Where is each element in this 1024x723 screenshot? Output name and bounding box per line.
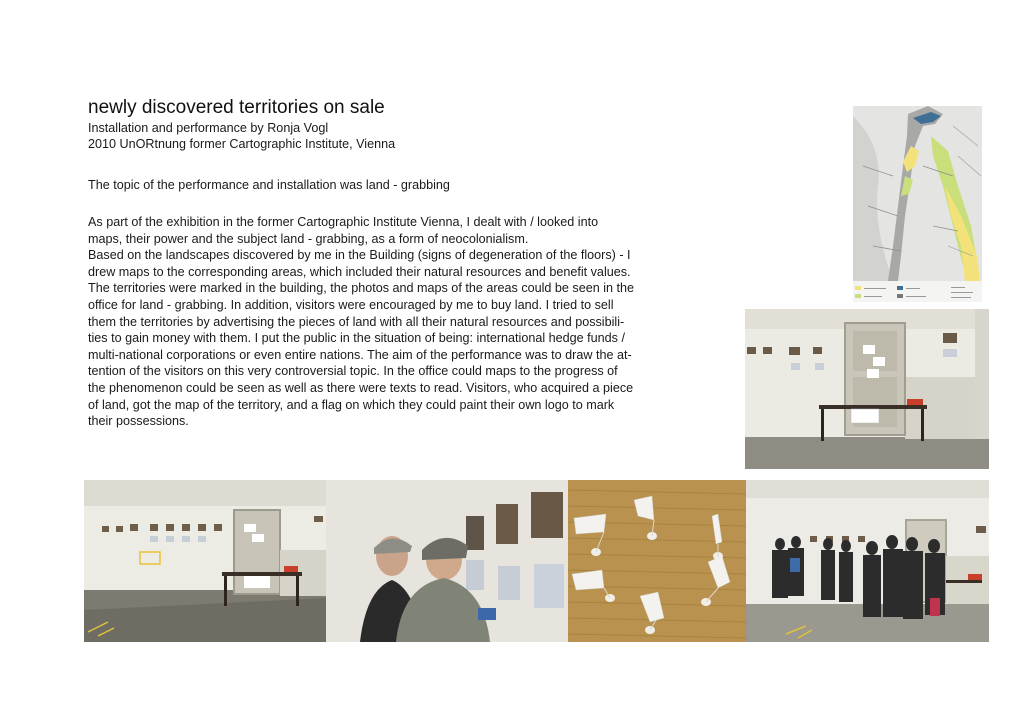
legend-text-line: [864, 288, 886, 289]
legend-text-line: [906, 296, 926, 297]
flags-drawing: [568, 480, 746, 642]
subtitle-author: Installation and performance by Ronja Vogl: [88, 121, 329, 135]
description-line: tention of the visitors on this very controversial topic. In the office could maps to the progress of: [88, 364, 618, 379]
description-line: of land, got the map of the territory, and a flag on which they could paint their own logo to mark: [88, 397, 615, 412]
office-room-photo: [745, 309, 989, 469]
legend-swatch-blue: [897, 286, 903, 290]
description-line: them the territories by advertising the pieces of land with all their natural resources and possibili-: [88, 314, 625, 329]
subtitle-venue: 2010 UnORtnung former Cartographic Institute, Vienna: [88, 137, 396, 151]
description-line: office for land - grabbing. In addition, visitors were encouraged by me to buy land. I tried to sell: [88, 297, 614, 312]
description-line: ties to gain money with them. I put the public in the situation of being: international hedge funds /: [88, 331, 625, 346]
description-line: maps, their power and the subject land - grabbing, as a form of neocolonialism.: [88, 231, 529, 246]
legend-swatch-yellow: [855, 286, 861, 290]
exhibition-hall-photo: [84, 480, 326, 642]
description-line: Based on the landscapes discovered by me in the Building (signs of degeneration of the floors) - I: [88, 248, 631, 263]
topic-statement: The topic of the performance and installation was land - grabbing: [88, 178, 450, 192]
map-drawing: [853, 106, 982, 281]
legend-swatch-green: [855, 294, 861, 298]
legend-text-line: [864, 296, 882, 297]
description-line: drew maps to the corresponding areas, which included their natural resources and benefit values.: [88, 264, 631, 279]
exhibition-hall-drawing: [84, 480, 326, 642]
description-line: multi-national corporations or even entire nations. The aim of the performance was to draw the at-: [88, 347, 632, 362]
legend-text-line: [951, 292, 973, 293]
crowd-drawing: [746, 480, 989, 642]
description-line: their possessions.: [88, 414, 189, 429]
flags-on-floor-photo: [568, 480, 746, 642]
visitors-drawing: [326, 480, 568, 642]
text-block: [88, 96, 688, 430]
legend-text-line: [951, 297, 971, 298]
territory-map-image: [853, 106, 982, 302]
office-room-drawing: [745, 309, 989, 469]
description-line: The territories were marked in the building, the photos and maps of the areas could be seen in the: [88, 281, 635, 296]
description-line: As part of the exhibition in the former Cartographic Institute Vienna, I dealt with / looked into: [88, 215, 599, 229]
visitors-in-office-photo: [746, 480, 989, 642]
visitors-viewing-maps-photo: [326, 480, 568, 642]
legend-text-line: [906, 288, 920, 289]
page-title: newly discovered territories on sale: [88, 97, 385, 118]
map-legend: [853, 284, 982, 302]
description-line: the phenomenon could be seen as well as there were texts to read. Visitors, who acquired a piece: [88, 380, 634, 395]
description-paragraph: [88, 214, 663, 430]
legend-swatch-grey: [897, 294, 903, 298]
legend-text-line: [951, 287, 965, 288]
